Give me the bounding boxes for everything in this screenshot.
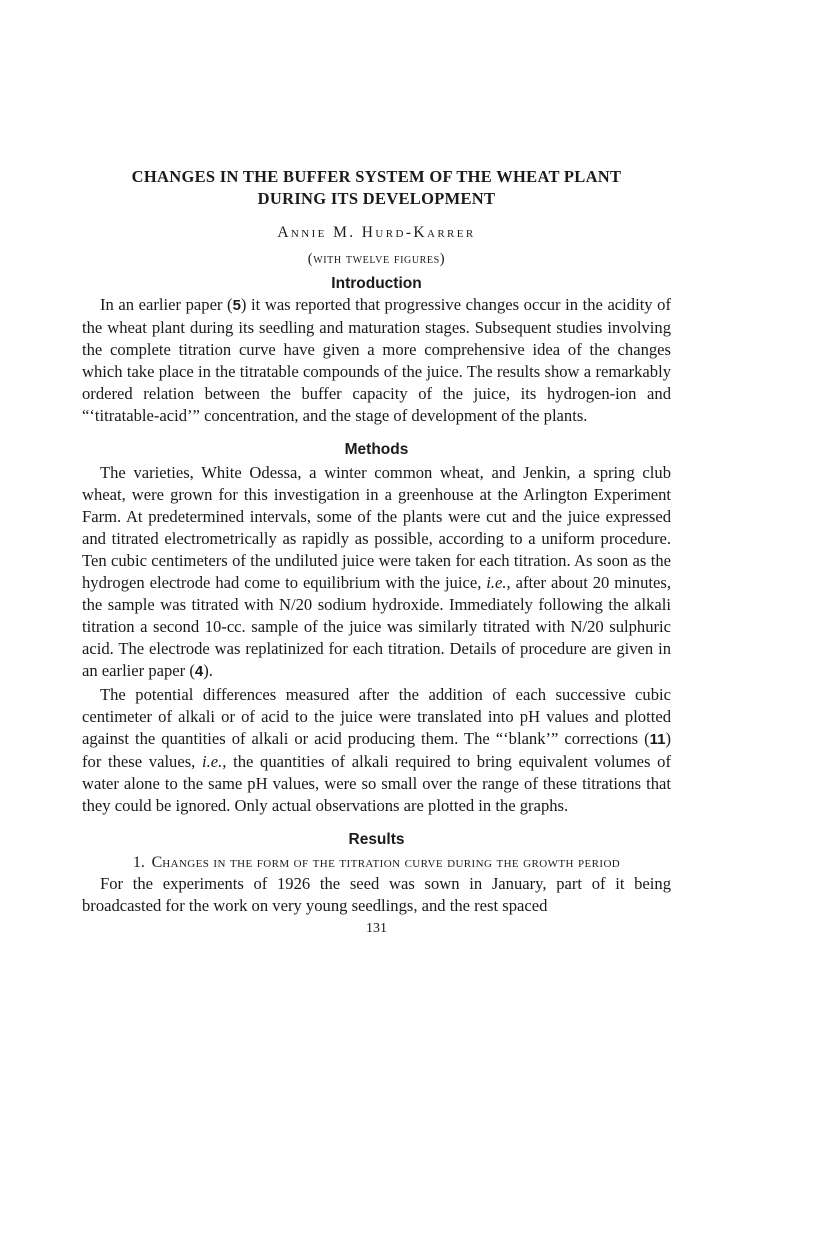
author-name: Annie M. Hurd-Karrer — [277, 224, 476, 241]
subsection-number: 1. — [132, 854, 145, 872]
subsection-heading — [82, 853, 671, 873]
introduction-paragraph: In an earlier paper (5) it was reported that progressive changes occur in the acidity of the wheat plant during its seedling and maturation stages. Subsequent studies involving the complete titration curve have given a more comprehensive idea of the changes which take place in the titratable compounds of the juice. The results show a remarkably ordered relation between the buffer capacity of the juice, its hydrogen-ion and “‘titratable-acid’” concentration, and the stage of development of the plants. — [82, 295, 672, 426]
results-paragraph: For the experiments of 1926 the seed was sown in January, part of it being broadcasted for the work on very young seedlings, and the rest spaced — [82, 874, 671, 916]
reference-link: 4 — [194, 663, 204, 681]
title-line-1: CHANGES IN THE BUFFER SYSTEM OF THE WHEAT PLANT — [131, 167, 622, 186]
reference-link: 5 — [232, 297, 241, 314]
methods-paragraph-1: The varieties, White Odessa, a winter common wheat, and Jenkin, a spring club wheat, were grown for this investigation in a greenhouse at the Arlington Experiment Farm. At predetermined intervals, some of the plants were cut and the juice expressed and titrated electrometrically as rapidly as possible, according to a uniform procedure. Ten cubic centimeters of the undiluted juice were taken for each titration. As soon as the hydrogen electrode had come to equilibrium with the juice, i.e., after about 20 minutes, the sample was titrated with N/20 sodium hydroxide. Immediately following the alkali titration a second 10-cc. sample of the juice was similarly titrated with N/20 sulphuric acid. The electrode was replatinized for each titration. Details of procedure are given in an earlier paper (4). — [82, 462, 671, 681]
page — [82, 166, 671, 940]
article-title — [82, 166, 671, 209]
methods-paragraph-2: The potential differences measured after the addition of each successive cubic centimeter of alkali or of acid to the juice were translated into pH values and plotted against the quantities of alkali or acid producing them. The “‘blank’” corrections (11) for these values, i.e., the quantities of alkali required to bring equivalent volumes of water alone to the same pH values, were so small over the range of these titrations that they could be ignored. Only actual observations are plotted in the graphs. — [82, 684, 671, 815]
title-line-2: DURING ITS DEVELOPMENT — [257, 188, 496, 208]
methods-heading: Methods — [344, 440, 409, 458]
reference-link: 11 — [649, 730, 666, 748]
introduction-heading: Introduction — [331, 275, 422, 292]
figures-note: (with twelve figures) — [307, 251, 446, 267]
subsection-initial: C — [151, 854, 163, 872]
results-heading: Results — [348, 831, 405, 849]
page-number: 131 — [366, 921, 387, 937]
subsection-title: hanges in the form of the titration curve during the growth period — [162, 855, 621, 872]
